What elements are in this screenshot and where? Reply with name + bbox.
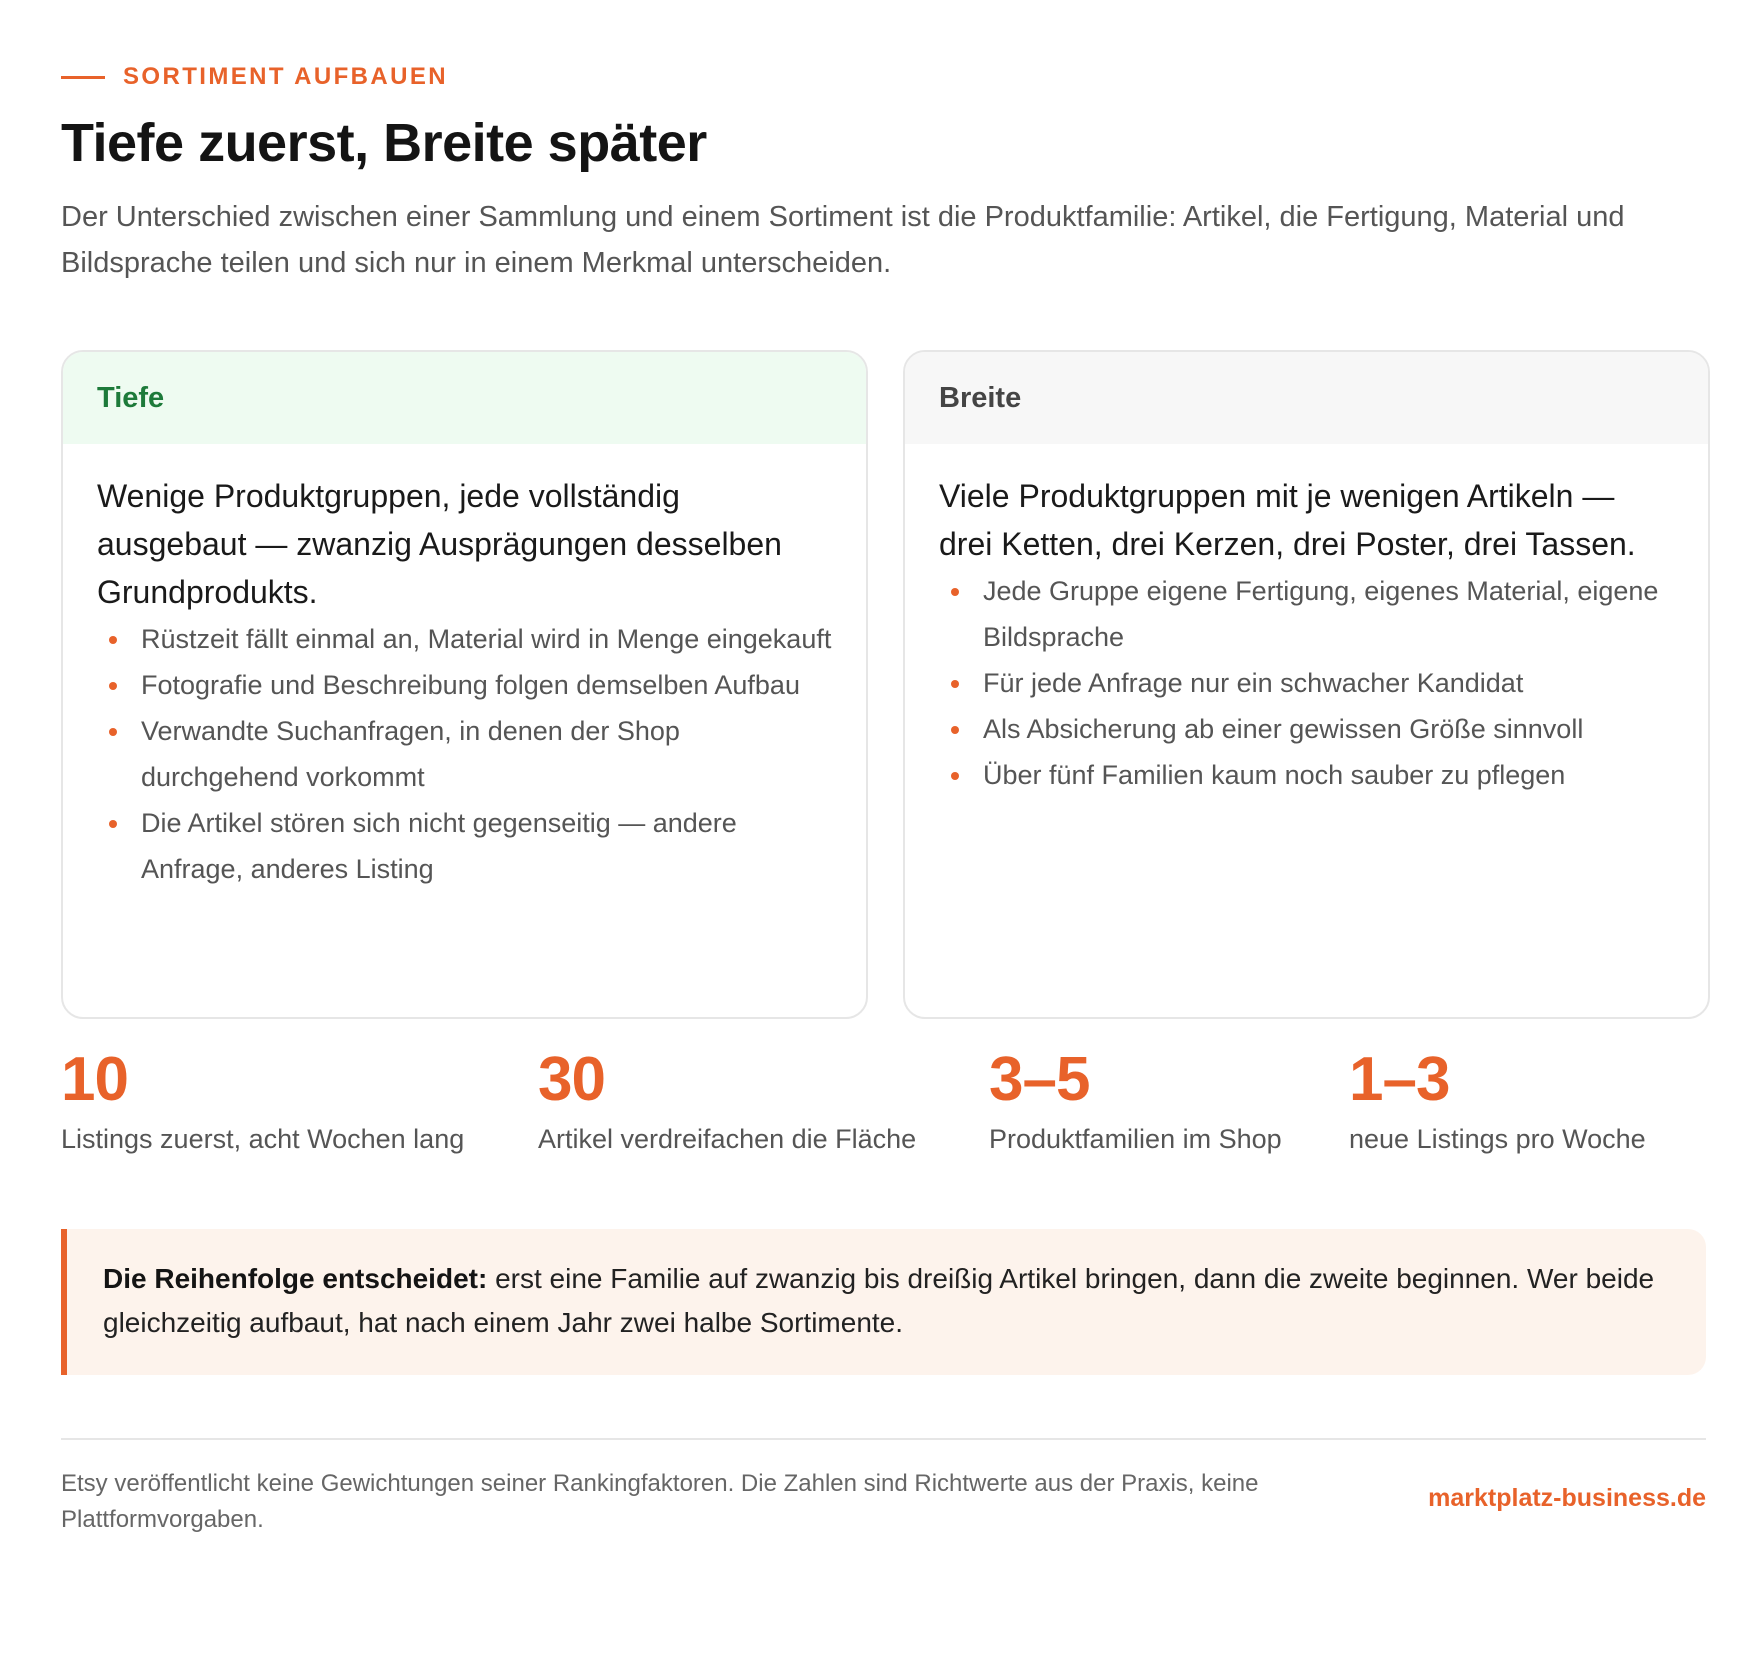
stat-label: Produktfamilien im Shop	[989, 1124, 1282, 1154]
list-item-text: Verwandte Suchanfragen, in denen der Shop durchgehend vorkommt	[141, 716, 680, 792]
callout-text: erst eine Familie auf zwanzig bis dreißig Artikel bringen, dann die zweite beginnen. Wer beide gleichzeitig aufbaut, hat nach einem Jahr zwei halbe Sortimente.	[103, 1263, 1655, 1338]
eyebrow	[61, 60, 1706, 94]
stat-value: 30	[538, 1045, 605, 1114]
list-item-text: Die Artikel stören sich nicht gegenseitig — andere Anfrage, anderes Listing	[141, 808, 737, 884]
list-item	[97, 662, 832, 708]
card-breadth-lead: Viele Produktgruppen mit je wenigen Artikeln — drei Ketten, drei Kerzen, drei Poster, drei Tassen.	[939, 478, 1636, 562]
stat-articles	[538, 1045, 916, 1159]
bullet-icon	[109, 636, 117, 644]
list-item-text: Jede Gruppe eigene Fertigung, eigenes Material, eigene Bildsprache	[983, 576, 1659, 652]
stat-value: 10	[61, 1045, 128, 1114]
stat-listings-per-week	[1349, 1045, 1646, 1159]
eyebrow-line	[61, 76, 105, 79]
card-depth-list	[97, 616, 832, 892]
list-item-text: Fotografie und Beschreibung folgen demselben Aufbau	[141, 670, 800, 700]
list-item	[939, 660, 1674, 706]
bullet-icon	[109, 728, 117, 736]
list-item	[939, 752, 1674, 798]
stat-value: 1–3	[1349, 1045, 1450, 1114]
callout-strong: Die Reihenfolge entscheidet:	[103, 1263, 488, 1294]
callout-box	[61, 1229, 1706, 1375]
stats-row	[61, 1045, 1706, 1155]
stat-families	[989, 1045, 1282, 1159]
page-title: Tiefe zuerst, Breite später	[61, 113, 707, 173]
card-depth-body	[63, 444, 866, 892]
list-item	[97, 616, 832, 662]
card-depth-heading: Tiefe	[63, 352, 866, 444]
list-item-text: Rüstzeit fällt einmal an, Material wird in Menge eingekauft	[141, 624, 832, 654]
card-breadth-heading: Breite	[905, 352, 1708, 444]
card-breadth	[903, 350, 1710, 1019]
stat-value: 3–5	[989, 1045, 1090, 1114]
intro-text: Der Unterschied zwischen einer Sammlung und einem Sortiment ist die Produktfamilie: Artikel, die Fertigung, Material und Bildsprache teilen und sich nur in einem Merkmal unterscheiden.	[61, 201, 1625, 279]
list-item	[939, 568, 1674, 660]
card-breadth-body	[905, 444, 1708, 798]
list-item	[97, 800, 832, 892]
list-item-text: Für jede Anfrage nur ein schwacher Kandidat	[983, 668, 1524, 698]
list-item	[97, 708, 832, 800]
card-depth-lead: Wenige Produktgruppen, jede vollständig ausgebaut — zwanzig Ausprägungen desselben Grundprodukts.	[97, 478, 782, 610]
footer	[61, 1466, 1706, 1546]
infographic	[61, 60, 1706, 1533]
bullet-icon	[951, 726, 959, 734]
divider	[61, 1438, 1706, 1440]
card-depth	[61, 350, 868, 1019]
stat-label: neue Listings pro Woche	[1349, 1124, 1646, 1154]
brand-link[interactable]: marktplatz-business.de	[1428, 1484, 1706, 1512]
stat-listings-first	[61, 1045, 464, 1159]
list-item	[939, 706, 1674, 752]
list-item-text: Als Absicherung ab einer gewissen Größe sinnvoll	[983, 714, 1584, 744]
card-breadth-list	[939, 568, 1674, 798]
bullet-icon	[109, 682, 117, 690]
stat-label: Listings zuerst, acht Wochen lang	[61, 1124, 465, 1154]
bullet-icon	[951, 588, 959, 596]
bullet-icon	[109, 820, 117, 828]
eyebrow-text: SORTIMENT AUFBAUEN	[123, 63, 448, 90]
list-item-text: Über fünf Familien kaum noch sauber zu pflegen	[983, 760, 1566, 790]
bullet-icon	[951, 772, 959, 780]
footer-note: Etsy veröffentlicht keine Gewichtungen seiner Rankingfaktoren. Die Zahlen sind Richtwerte aus der Praxis, keine Plattformvorgaben.	[61, 1470, 1259, 1533]
bullet-icon	[951, 680, 959, 688]
comparison-cards	[61, 350, 1706, 1017]
stat-label: Artikel verdreifachen die Fläche	[538, 1124, 917, 1154]
